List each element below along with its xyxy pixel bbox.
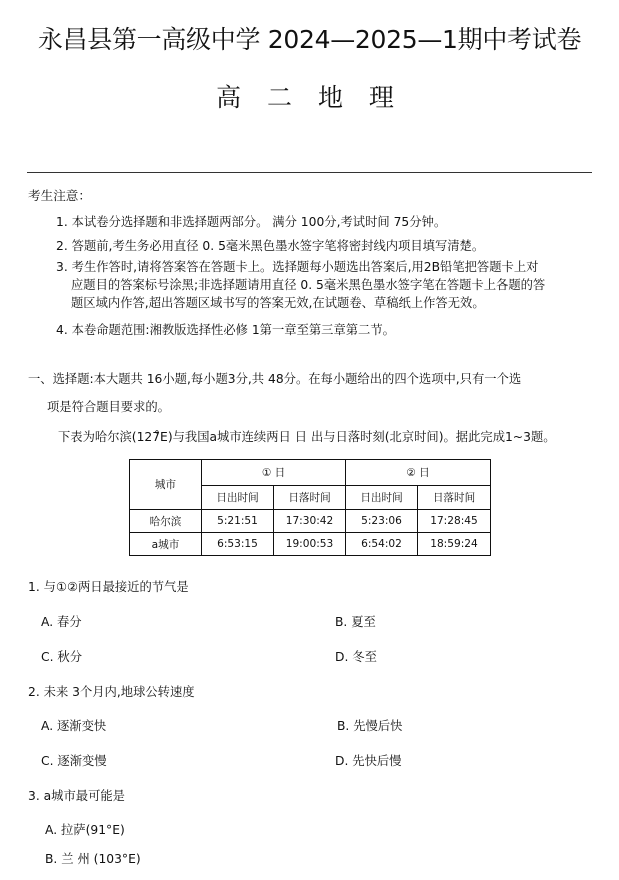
- city-cell: a城市: [130, 533, 202, 556]
- time-cell: 5:21:51: [202, 510, 274, 533]
- sunset-header: 日落时间: [418, 486, 491, 510]
- sunset-header: 日落时间: [274, 486, 346, 510]
- header-divider: [27, 172, 592, 173]
- q1-option-d: D. 冬至: [335, 650, 377, 664]
- q2-option-b: B. 先慢后快: [337, 719, 403, 733]
- notice-item-3-line3: 题区域内作答,超出答题区域书写的答案无效,在试题卷、草稿纸上作答无效。: [71, 296, 485, 310]
- table-intro: 下表为哈尔滨(127̊E)与我国a城市连续两日 日 出与日落时刻(北京时间)。据此完成1~3题。: [58, 430, 556, 444]
- section-heading-line2: 项是符合题目要求的。: [47, 400, 170, 414]
- q1-option-c: C. 秋分: [41, 650, 82, 664]
- subject-title: 高 二 地 理: [216, 83, 403, 112]
- sunrise-sunset-table: [129, 459, 491, 556]
- q1-option-b: B. 夏至: [335, 615, 376, 629]
- table-row: [130, 533, 491, 556]
- q3-option-a: A. 拉萨(91°E): [45, 823, 125, 837]
- time-cell: 18:59:24: [418, 533, 491, 556]
- day2-header: ② 日: [346, 460, 491, 486]
- notice-item-3: 3. 考生作答时,请将答案答在答题卡上。选择题每小题选出答案后,用2B铅笔把答题卡上对: [56, 260, 539, 274]
- notice-item-4: 4. 本卷命题范围:湘教版选择性必修 1第一章至第三章第二节。: [56, 323, 395, 337]
- time-cell: 17:30:42: [274, 510, 346, 533]
- notice-item-2: 2. 答题前,考生务必用直径 0. 5毫米黑色墨水签字笔将密封线内项目填写清楚。: [56, 239, 485, 253]
- notice-heading: 考生注意：: [28, 188, 91, 203]
- time-cell: 5:23:06: [346, 510, 418, 533]
- notice-item-3-line2: 应题目的答案标号涂黑;非选择题请用直径 0. 5毫米黑色墨水签字笔在答题卡上各题的答: [71, 278, 546, 292]
- q3-option-b: B. 兰 州 (103°E): [45, 852, 141, 866]
- exam-title: 永昌县第一高级中学 2024—2025—1期中考试卷: [37, 25, 582, 54]
- day1-header: ① 日: [202, 460, 346, 486]
- section-heading: 一、选择题:本大题共 16小题,每小题3分,共 48分。在每小题给出的四个选项中,只有一个选: [28, 372, 522, 386]
- q2-option-d: D. 先快后慢: [335, 754, 402, 768]
- q2-option-a: A. 逐渐变快: [41, 719, 107, 733]
- question-2-stem: 2. 未来 3个月内,地球公转速度: [28, 685, 195, 699]
- sunrise-header: 日出时间: [202, 486, 274, 510]
- city-header: 城市: [130, 460, 202, 510]
- q1-option-a: A. 春分: [41, 615, 82, 629]
- city-cell: 哈尔滨: [130, 510, 202, 533]
- time-cell: 6:53:15: [202, 533, 274, 556]
- table-row: [130, 510, 491, 533]
- question-3-stem: 3. a城市最可能是: [28, 789, 125, 803]
- notice-item-1: 1. 本试卷分选择题和非选择题两部分。 满分 100分,考试时间 75分钟。: [56, 215, 447, 229]
- time-cell: 17:28:45: [418, 510, 491, 533]
- question-1-stem: 1. 与①②两日最接近的节气是: [28, 580, 189, 594]
- q2-option-c: C. 逐渐变慢: [41, 754, 107, 768]
- time-cell: 19:00:53: [274, 533, 346, 556]
- time-cell: 6:54:02: [346, 533, 418, 556]
- sunrise-header: 日出时间: [346, 486, 418, 510]
